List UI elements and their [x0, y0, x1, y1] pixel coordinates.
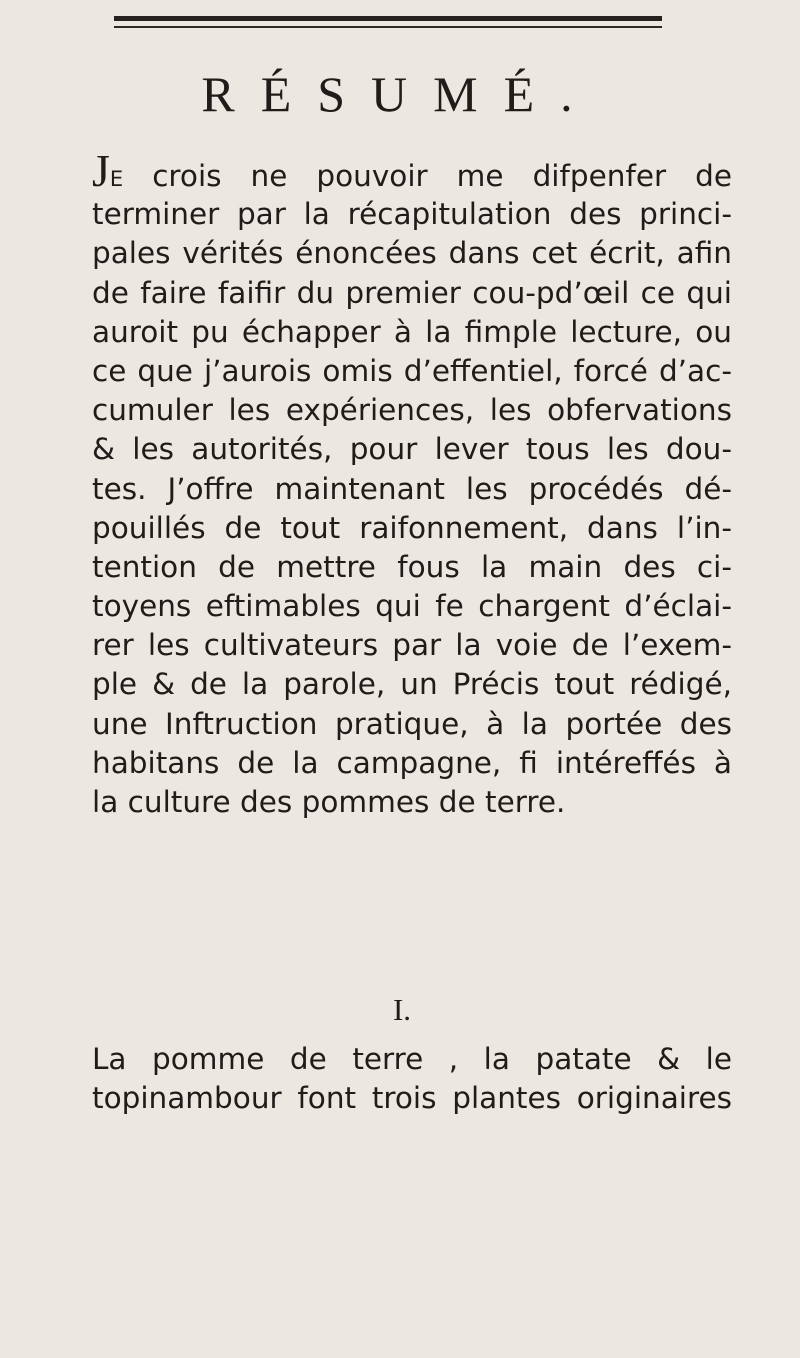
paragraph-line: auroit pu échapper à la fimple lecture, ou	[92, 314, 732, 349]
paragraph-line: rer les cultivateurs par la voie de l’exem-	[92, 628, 732, 663]
paragraph-line: cumuler les expériences, les obfervations	[92, 393, 732, 428]
paragraph-line: pouillés de tout raifonnement, dans l’in-	[92, 510, 732, 545]
top-rule-thick	[114, 16, 662, 21]
paragraph-2	[92, 1040, 732, 1118]
paragraph-line: topinambour font trois plantes originaires	[92, 1081, 732, 1116]
page-heading: RÉSUMÉ.	[201, 66, 599, 122]
drop-cap-continuation: E	[109, 167, 124, 191]
paragraph-line: La pomme de terre , la patate & le	[92, 1042, 732, 1076]
paragraph-line: tes. J’offre maintenant les procédés dé-	[92, 471, 732, 506]
paragraph-line: tention de mettre fous la main des ci-	[92, 549, 732, 584]
paragraph-1	[92, 145, 732, 822]
paragraph-line: toyens eftimables qui fe chargent d’éclai-	[92, 589, 732, 624]
top-rule-thin	[114, 26, 662, 28]
paragraph-line: habitans de la campagne, fi intéreffés à	[92, 745, 732, 780]
paragraph-line: de faire faifir du premier cou-pd’œil ce qui	[92, 275, 732, 310]
paragraph-line: pales vérités énoncées dans cet écrit, afin	[92, 236, 732, 271]
section-number: I.	[392, 992, 412, 1027]
paragraph-line: une Inftruction pratique, à la portée des	[92, 706, 732, 741]
drop-cap: J	[92, 145, 110, 196]
paragraph-line: ce que j’aurois omis d’effentiel, forcé d’ac-	[92, 353, 732, 388]
paragraph-line: ple & de la parole, un Précis tout rédigé,	[92, 667, 732, 702]
paragraph-line: la culture des pommes de terre.	[92, 785, 566, 819]
paragraph-line: JE crois ne pouvoir me difpenfer de	[92, 145, 732, 196]
paragraph-line: terminer par la récapitulation des princi-	[92, 197, 732, 232]
paragraph-line: & les autorités, pour lever tous les dou-	[92, 432, 732, 467]
